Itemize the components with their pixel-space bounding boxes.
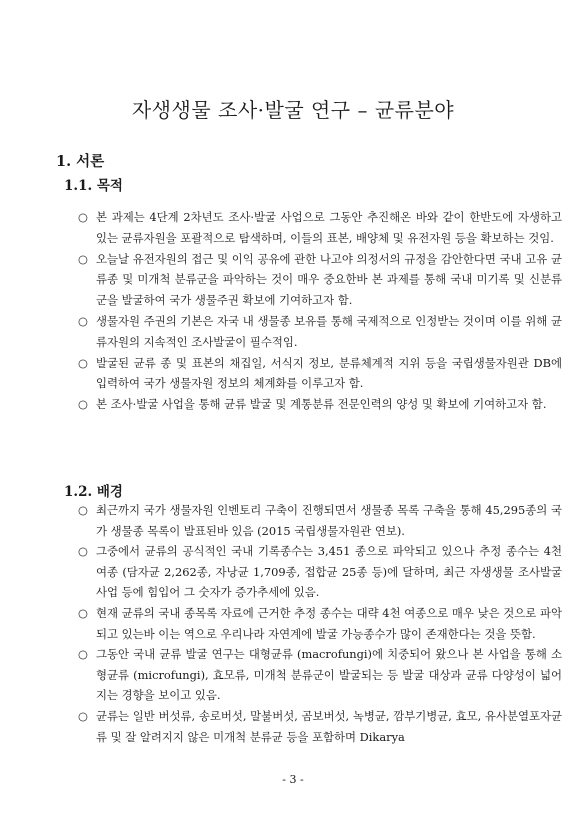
list-item [78,311,562,353]
list-item-text: 오늘날 유전자원의 접근 및 이익 공유에 관한 나고야 의정서의 규정을 감안한다면 국내 고유 균류종 및 미개척 분류군을 파악하는 것이 매우 중요한바 본 과제를 통해 국내 미기록 및 신분류군을 발굴하여 국가 생물주권 확보에 기여하고자 함. [96,251,562,308]
list-item-text: 최근까지 국가 생물자원 인벤토리 구축이 진행되면서 생물종 목록 구축을 통해 45,295종의 국가 생물종 목록이 발표된바 있음 (2015 국립생물자원관 연보). [96,503,562,538]
list-item-text: 균류는 일반 버섯류, 송로버섯, 말불버섯, 곰보버섯, 녹병균, 깜부기병균, 효모, 유사분열포자균류 및 잘 알려지지 않은 미개척 분류균 등을 포함하며 Dikarya [96,708,562,744]
circle-bullet-icon: ○ [78,355,88,370]
circle-bullet-icon: ○ [78,605,88,620]
page-number: - 3 - [282,773,304,786]
circle-bullet-icon: ○ [78,708,88,723]
list-item-text: 생물자원 주권의 기본은 자국 내 생물종 보유를 통해 국제적으로 인정받는 것이며 이를 위해 균류자원의 지속적인 조사발굴이 필수적임. [96,313,562,349]
list-item [78,500,562,541]
circle-bullet-icon: ○ [78,503,88,517]
circle-bullet-icon: ○ [78,210,88,224]
list-item-text: 본 과제는 4단계 2차년도 조사·발굴 사업으로 그동안 추진해온 바와 같이 한반도에 자생하고 있는 균류자원을 포괄적으로 탐색하며, 이들의 표본, 배양체 및 유전자원 등을 확보하는 것임. [96,210,562,245]
list-item-text: 현재 균류의 국내 종목록 자료에 근거한 추정 종수는 대략 4천 여종으로 매우 낮은 것으로 파악되고 있는바 이는 역으로 우리나라 자연계에 발굴 가능종수가 많이 존재한다는 것을 뜻함. [96,605,562,641]
circle-bullet-icon: ○ [78,647,88,662]
document-title: 자생생물 조사·발굴 연구 – 균류분야 [131,98,455,122]
list-item [78,541,562,603]
list-item [78,353,562,395]
list-item [78,394,562,415]
list-item-text: 본 조사·발굴 사업을 통해 균류 발굴 및 계통분류 전문인력의 양성 및 확보에 기여하고자 함. [96,397,547,412]
list-item [78,249,562,311]
list-item [78,706,562,747]
subsection-heading-purpose: 1.1. 목적 [64,178,123,194]
purpose-list [78,207,562,415]
list-item [78,603,562,644]
list-item-text: 발굴된 균류 종 및 표본의 채집일, 서식지 정보, 분류체계적 지위 등을 국립생물자원관 DB에 입력하여 국가 생물자원 정보의 체계화를 이루고자 함. [96,355,562,391]
background-list [78,500,562,747]
list-item-text: 그동안 국내 균류 발굴 연구는 대형균류 (macrofungi)에 치중되어 왔으나 본 사업을 통해 소형균류 (microfungi), 효모류, 미개척 분류군이 발굴되는 등 발굴 대상과 균류 다양성이 넓어지는 경향을 보이고 있음. [96,647,562,703]
circle-bullet-icon: ○ [78,544,88,559]
circle-bullet-icon: ○ [78,313,88,328]
list-item-text: 그중에서 균류의 공식적인 국내 기록종수는 3,451 종으로 파악되고 있으나 추정 종수는 4천 여종 (담자균 2,262종, 자낭균 1,709종, 접합균 25종 등)에 달하며, 최근 자생생물 조사발굴 사업 등에 힘입어 그 숫자가 증가추세에 있음. [96,544,562,600]
subsection-heading-background: 1.2. 배경 [64,484,123,500]
circle-bullet-icon: ○ [78,397,88,412]
list-item [78,644,562,706]
circle-bullet-icon: ○ [78,251,88,266]
section-heading-introduction: 1. 서론 [56,153,105,170]
list-item [78,207,562,249]
